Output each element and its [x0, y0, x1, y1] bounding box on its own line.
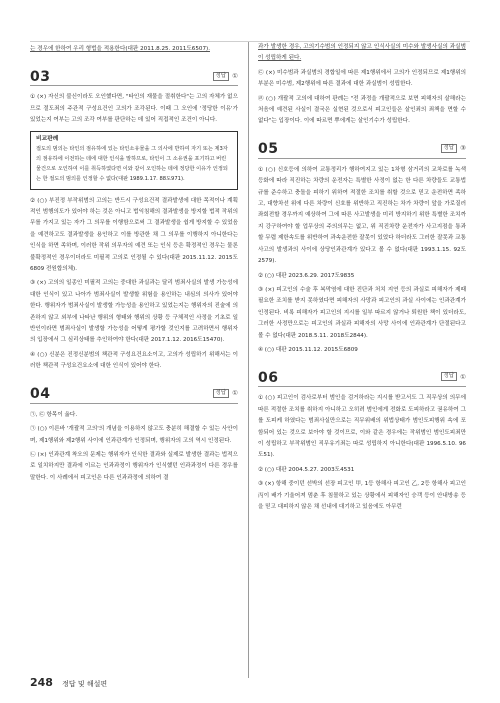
- answer-tag: 정답: [213, 389, 230, 398]
- question-number: 04: [30, 386, 51, 403]
- answer-value: ①: [460, 372, 466, 381]
- answer-value: ③: [460, 144, 466, 153]
- answer-indicator: [213, 71, 238, 82]
- answer-indicator: [441, 372, 466, 383]
- left-column: [30, 44, 238, 487]
- explanation-paragraph: ㉢ (×) 미수범과 과실범의 경합일에 따른 제1행위에서 고의가 인정되므로 제1행위의 부분은 미수범, 제2행위에 따른 결과에 대한 과실범이 성립한다.: [258, 69, 466, 88]
- explanation-paragraph: ② (○) 대판 2004.5.27. 2003도4531: [258, 466, 355, 473]
- continuation-paragraph: 는 경우에 한하여 우리 형법을 적용한다(대판 2011.8.25. 2011도6507).: [30, 46, 210, 52]
- answer-tag: 정답: [213, 72, 230, 81]
- question-number: 03: [30, 69, 51, 85]
- continuation-paragraph: 과가 발생한 경우, 고의기수범의 인정되지 않고 인식사실의 미수와 발생사실의 과실범이 성립하게 된다.: [258, 44, 466, 62]
- comparison-case-box: [30, 131, 238, 190]
- explanation-paragraph: ③ (×) 항해 중이던 선박의 선장 피고인 甲, 1등 항해사 피고인 乙, 2등 항해사 피고인 丙이 배가 기울어져 멈춘 후 침몰하고 있는 상황에서 피해자인 승객 등이 안내방송 등을 믿고 대피하지 않은 채 선내에 대기하고 있음에도 아무런: [258, 481, 466, 510]
- column-divider: [248, 42, 249, 678]
- explanation-paragraph: ③ (×) 피고인의 수술 후 복막염에 대한 진단과 처치 지연 등의 과실로 피해자가 제때 필요한 조치를 받지 못하였다면 피해자의 사망과 피고인의 과실 사이에는 인과관계가 인정된다. 비록 피해자가 피고인의 지시를 일부 따르지 않거나 퇴원한 책이 있더라도, 그러한 사정만으로는 피고인의 과실과 피해자의 사망 사이에 인과관계가 단절된다고 볼 수 없다(대판 2018.5.11. 2018도2844).: [258, 286, 466, 339]
- answer-indicator: [441, 143, 466, 154]
- answer-value: ①: [232, 72, 238, 80]
- section-label: 정답 및 해설편: [62, 680, 108, 688]
- explanation-paragraph: ㉡ (×) 인과관계 착오의 문제는 행위자가 인식한 결과와 실제로 발생한 결과는 법적으로 일치하지만 결과에 이르는 인과과정이 행위자가 인식했던 인과과정이 다른 경우를 말한다. 이 사례에서 피고인은 다른 인과과정에 의하여 결: [30, 451, 238, 481]
- explanation-paragraph: ③ (×) 고의의 일종인 미필적 고의는 중대한 과실과는 달리 범죄사실의 발생 가능성에 대한 인식이 있고 나아가 범죄사실이 발생할 위험을 용인하는 내심의 의사가 있어야 한다. 행위자가 범죄사실이 발생할 가능성을 용인하고 있었는지는 행위자의 진술에 의존하지 않고 외부에 나타난 행위의 형태와 행위의 상황 등 구체적인 사정을 기초로 일반인이라면 범죄사실이 발생할 가능성을 어떻게 평가할 것인지를 고려하면서 행위자의 입장에서 그 심리상태를 추인하여야 한다(대판 2017.1.12. 2016도15470).: [30, 280, 238, 344]
- explanation-paragraph: ② (○) 부진정 부작위범의 고의는 반드시 구성요건적 결과발생에 대한 목적이나 계획적인 범행의도가 있어야 하는 것은 아니고 법익침해의 결과발생을 방지할 법적 작위의무를 가지고 있는 자가 그 의무를 이행함으로써 그 결과발생을 쉽게 방지할 수 있었음을 예견하고도 결과발생을 용인하고 이를 방관한 채 그 의무를 이행하지 아니한다는 인식을 하면 족하며, 이러한 작위 의무자의 예견 또는 인식 등은 확정적인 경우는 물론 불확정적인 경우이더라도 미필적 고의로 인정될 수 있다(대판 2015.11.12. 2015도6809 전원합의체).: [30, 197, 238, 273]
- explanation-paragraph: ④ (○) 신분은 진정신분범의 책관적 구성요건요소이고, 고의가 성립하기 위해서는 이러한 책관적 구성요건요소에 대한 인식이 있어야 한다.: [30, 351, 238, 370]
- explanation-paragraph: ㉠ (○) 이른바 '개괄적 고의'의 개념을 이용하지 않고도 충분히 해결할 수 있는 사안이며, 제1행위와 제2행위 사이에 인과관계가 인정되며, 행위자의 고의 역시 인정된다.: [30, 426, 238, 444]
- question-header-06: [258, 366, 466, 387]
- page-footer: [30, 676, 107, 689]
- page-number: 248: [30, 676, 53, 689]
- explanation-paragraph: ㉠, ㉢ 항목이 옳다.: [30, 411, 78, 418]
- answer-indicator: [213, 388, 238, 399]
- answer-tag: 정답: [441, 144, 458, 153]
- question-header-03: [30, 65, 238, 86]
- question-header-04: [30, 383, 238, 404]
- box-title: 비교판례: [36, 135, 59, 142]
- question-number: 06: [258, 369, 279, 386]
- explanation-paragraph: ① (○) 피고인이 검사로부터 범인을 검거하라는 지시를 받고서도 그 직무상의 의무에 따른 적절한 조치를 취하지 아니하고 오히려 범인에게 전화로 도피하라고 권유하여 그를 도피케 하였다는 범죄사실만으로는 직무위배의 위법상태가 범인도피행위 속에 포함되어 있는 것으로 보아야 할 것이므로, 이와 같은 경우에는 작위범인 범인도피죄만이 성립하고 부작위범인 직무유기죄는 따로 성립하지 아니한다(대판 1996.5.10. 96도51).: [258, 395, 466, 459]
- explanation-paragraph: ① (×) 자신의 불신이라도 오인했다면, "타인의 재물을 절취한다"는 고의 자체가 없으므로 절도죄의 주관적 구성요건인 고의가 조각된다. 이때 그 오인에 '정당한 이유'가 있었는지 여부는 고의 조각 여부를 판단하는 데 있어 직접적인 조건이 아니다.: [30, 94, 238, 124]
- answer-value: ①: [232, 389, 238, 398]
- question-header-05: [258, 138, 466, 159]
- question-number: 05: [258, 141, 279, 158]
- explanation-paragraph: ① (○) 신호등에 의하여 교통정리가 행하여지고 있는 1차형 삼거리의 교차로를 녹색등화에 따라 직진하는 차량의 운전자는 특별한 사정이 없는 한 다른 차량들도 교통법규를 준수하고 충돌을 피하기 위하여 적절한 조치를 취할 것으로 믿고 운전하면 족하고, 대향차선 위에 다른 차량이 신호를 위반하고 직진하는 차가 차량이 앞을 가로질러 좌회전할 경우까지 예상하여 그에 따른 사고발생을 미리 방지하기 위한 특별한 조치까지 강구하여야 할 업무상의 주의의무는 없고, 위 직진차량 운전자가 사고지점을 통과할 무렵 제한속도를 위반하여 과속운전한 잘못이 있었다 하더라도 그러한 잘못과 교통사고의 발생과의 사이에 상당인과관계가 있다고 볼 수 없다(대판 1993.1.15. 92도2579).: [258, 166, 466, 265]
- explanation-paragraph: ㉣ (○) 개괄적 고의에 대하여 판례는 "전 과정을 개괄적으로 보면 피해자의 살해라는 처음에 예견된 사실이 결국은 실현된 것으로서 피고인들은 살인죄의 죄책을 면할 수 없다"는 입장이다. 이에 따르면 뿌에게는 살인기수가 성립한다.: [258, 95, 466, 125]
- answer-tag: 정답: [441, 372, 458, 381]
- explanation-paragraph: ④ (○) 대판 2015.11.12. 2015도6809: [258, 346, 358, 353]
- box-text: 절도의 범의는 타인의 점유하에 있는 타인소유물을 그 의사에 반하여 자기 또는 제3자의 점유하에 이전하는 데에 대한 인식을 말하므로, 타인이 그 소유권을 포기하고 버린 물건으로 오인하여 이를 취득하였다면 이와 같이 오인하는 데에 정당한 이유가 인정되는 한 절도의 범의를 인정할 수 없다(대판 1989.1.17. 88도971).: [36, 146, 228, 182]
- right-column: [258, 42, 466, 516]
- explanation-paragraph: ② (○) 대판 2023.6.29. 2017도9835: [258, 272, 355, 279]
